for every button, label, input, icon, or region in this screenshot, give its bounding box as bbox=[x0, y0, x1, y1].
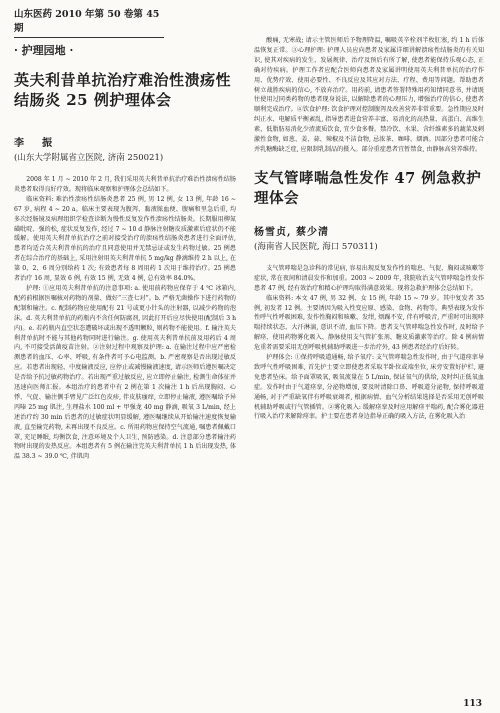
paragraph-asthma-nursing: 护理体会: ①保持呼吸道通畅, 给予氧疗: 支气管哮喘急性发作时, 由于气道痉挛导致呼气性呼吸困难, 首先护士要立即使患者采取半卧位或端坐位, 床旁安置好护栏, 避免患者坠床。给予面罩吸氧, 吸氧流量在 5 L/min, 保证氧气的供给, 及时纠正低氧血症。发作时由于气道痉挛, 分泌物增加, 要及时清除口鼻、呼吸道分泌物, 保持呼吸道通畅, 对于严重缺氧伴有呼吸衰竭者, 根据病情、血气分析结果选择是否采用无创呼吸机辅助呼吸或行气管插管。②雾化吸入: 缓解痉挛及时应用解痉平喘药, 配合雾化器进行吸入治疗来解除痉挛。护士要在患者身边指导正确的吸入方法, 在雾化吸入治 bbox=[254, 354, 484, 421]
article-title: 英夫利昔单抗治疗难治性溃疡性结肠炎 25 例护理体会 bbox=[14, 71, 232, 109]
right-column bbox=[254, 36, 484, 422]
paragraph-continued: 酸痛, 无寒战; 请示主管医师后予物理降温, 嘱吸英辛栓剂半枚肛塞, 约 1 h 后体温恢复正常。③心理护理: 护理人员应向患者及家属详细讲解溃疡性结肠炎的有关知识, 使其对疾病的发生、发展规律、治疗及预后有所了解, 使患者能保持乐观心态, 正确对待疾病。护理工作者应配合医师向患者及家属讲明使用英夫利昔单抗的治疗作用、优势疗效、使用必要性、不良反应及其应对方法、疗程、费用等问题。帮助患者树立战胜疾病的信心, 不放弃治疗。用药前, 请患者签署特殊用药知情同意书, 并请既往使用过同类药物的患者现身说法, 以解除患者的心理压力, 增强治疗的信心, 使患者顺利完成治疗。④饮食护理: 饮食护理对控制腹泻及改善营养非常重要。急性期应及时纠正水、电解质平衡紊乱, 指导患者进食营养丰富、易消化的高热量、高蛋白、高维生素、低脂肪易消化少渣流质饮食, 宜少食多餐。禁冷饮、水果、含纤维素多的蔬菜及刺激性食物, 如葱、姜、蒜、辣椒及不洁食物, 忌浓茶、咖啡、烟酒。因部分患者可能合并乳糖酶缺乏症, 应限制乳制品的摄入。部分重症患者宜暂禁食, 由静脉高营养维持。 bbox=[254, 37, 484, 153]
running-header: 山东医药 2010 年第 50 卷第 45 期 bbox=[14, 6, 164, 38]
paragraph-nursing: 护理: ①应用英夫利昔单抗的注意事项: a. 使用前药物应保存于 4 ℃ 冰箱内, 配药前根据医嘱核对药物的剂量、做好“三查七对”。b. 严格无菌操作下进行药物的配制和输注。c. 配制药物应使用配有 21 号或更小针头的注射器, 以减少药物的泡沫。d. 英夫利昔单抗的药瓶内不含任何防腐剂, 因此打开后应尽快使用(配制后 3 h 内)。e. 若药瓶内直空状态遭破坏或出现不透明颗粒, 则药物不能使用。f. 输注英夫利昔单抗时不能与其他药物同时进行输注。g. 使用英夫利昔单抗前及用药后 4 周内, 不可接受活菌疫苗注射。②注射过程中观察及护理: a. 在输注过程中应严密检测患者的血压、心率、呼吸, 有条件者可予心电监测。b. 严密观察是否出现过敏反应。若患者出现轻、中度输液反应, 应停止或减慢输液速度, 请示医师后遵医嘱决定是否给予抗过敏药物治疗。若出现严重过敏反应, 应立即停止输注, 检测生命体征并迅速向医师汇报。本组治疗的患者中有 2 例在第 1 次输注 1 h 后出现胸闷、心悸、气促、输注侧手臂见广泛红色皮疹, 伴皮肤瘙痒, 立即停止输液, 遵医嘱给予异丙嗪 25 mg 肌注, 生理盐水 100 ml + 甲强龙 40 mg 静滴, 吸氧 3 L/min, 经上述治疗约 30 min 后患者的过敏症状明显缓解, 遵医嘱继续从开始输注速度恢复输液, 直至输完药物, 未再出现不良反应。c. 所用药物应保持空气流通, 嘱患者佩戴口罩, 充足睡眠, 均衡饮食, 注意环境及个人卫生, 预防感染。d. 注意部分患者输注药物时出现的发热反应。本组患者有 5 例在输注完英夫利昔单抗 1 h 后出现发热, 体温 38.3 ~ 39.0 ℃, 伴肌肉 bbox=[14, 284, 236, 461]
paragraph-asthma-intro: 支气管哮喘是急诊科的常见病, 容易出现反复发作性的喘息、气促、胸闷或咳嗽等症状, 常在夜间和清晨发作和加重。2003 ~ 2009 年, 我院收治支气管哮喘急性发作患者 47 例, 经有效治疗和精心护理均取得满意效果。现将急救护理体会总结如下。 bbox=[254, 264, 484, 292]
page-number: 113 bbox=[463, 699, 482, 709]
second-article-affiliation: (海南省人民医院, 海口 570311) bbox=[254, 241, 378, 252]
article-author: 李 振 bbox=[14, 138, 56, 149]
article-affiliation: (山东大学附属省立医院, 济南 250021) bbox=[14, 153, 164, 163]
section-label: · 护理园地 · bbox=[14, 44, 74, 57]
second-article-author: 杨雪贞, 蔡少清 bbox=[254, 226, 329, 238]
second-article-title: 支气管哮喘急性发作 47 例急救护理体会 bbox=[254, 169, 482, 207]
paragraph-clinical-data: 临床资料: 难治性溃疡性结肠炎患者 25 例, 男 12 例, 女 13 例, 年龄 16 ~ 67 岁, 病程 4 ~ 20 a。临床主要表现为腹泻、黏液脓血便、腹痛和里急后重, 均多次经肠镜及病理组织学检查诊断为慢性反复发作性溃疡性结肠炎。长期服用柳氮磺吡啶、强的松, 症状反复发作, 经过 7 ~ 10 d 静脉注射糖皮质激素后症状仍不能缓解。使用英夫利昔单抗治疗之前对接受治疗的溃疡性结肠炎患者进行全面评估, 患者均适合英夫利昔单抗的治疗且同意使用并无禁忌证或发生药物过敏。25 例患者在综合治疗的基础上, 采用注射用英夫利昔单抗 5 mg/kg 静滴维持 2 h 以上, 在第 0、2、6 周分别给药 1 次; 有效患者每 8 周用药 1 次用于维持治疗。25 例患者治疗 16 周, 显效 6 例, 有效 15 例, 无效 4 例, 总有效率 84.0%。 bbox=[14, 195, 236, 283]
paragraph-asthma-clinical: 临床资料: 本文 47 例, 男 32 例、女 15 例, 年龄 15 ~ 79 岁。其中复发者 35 例, 初发者 12 例。主要诱因为吸入性变应原、感染、食物、药物等。典型表现为发作性呼气性呼吸困难, 发作性胸闷和咳嗽、发绀, 烦躁不安, 伴有呼吸音, 严重时可出现哮喘持续状态、大汗淋漓, 意识不清, 血压下降。患者支气管哮喘急性发作时, 及时给予解痉、使用药物雾化吸入、静脉使用支气管扩张剂、糖皮质激素等治疗。除 4 例病情危重者需要采用无创呼吸机辅助呼吸进一步治疗外, 43 例患者经治疗后好转。 bbox=[254, 294, 484, 352]
paragraph-intro: 2008 年 1 月 ~ 2010 年 2 月, 我们采用英夫利昔单抗治疗难治性溃疡性结肠炎患者取得良好疗效。现将临床观察和护理体会总结如下。 bbox=[14, 176, 236, 193]
left-column bbox=[14, 38, 236, 462]
